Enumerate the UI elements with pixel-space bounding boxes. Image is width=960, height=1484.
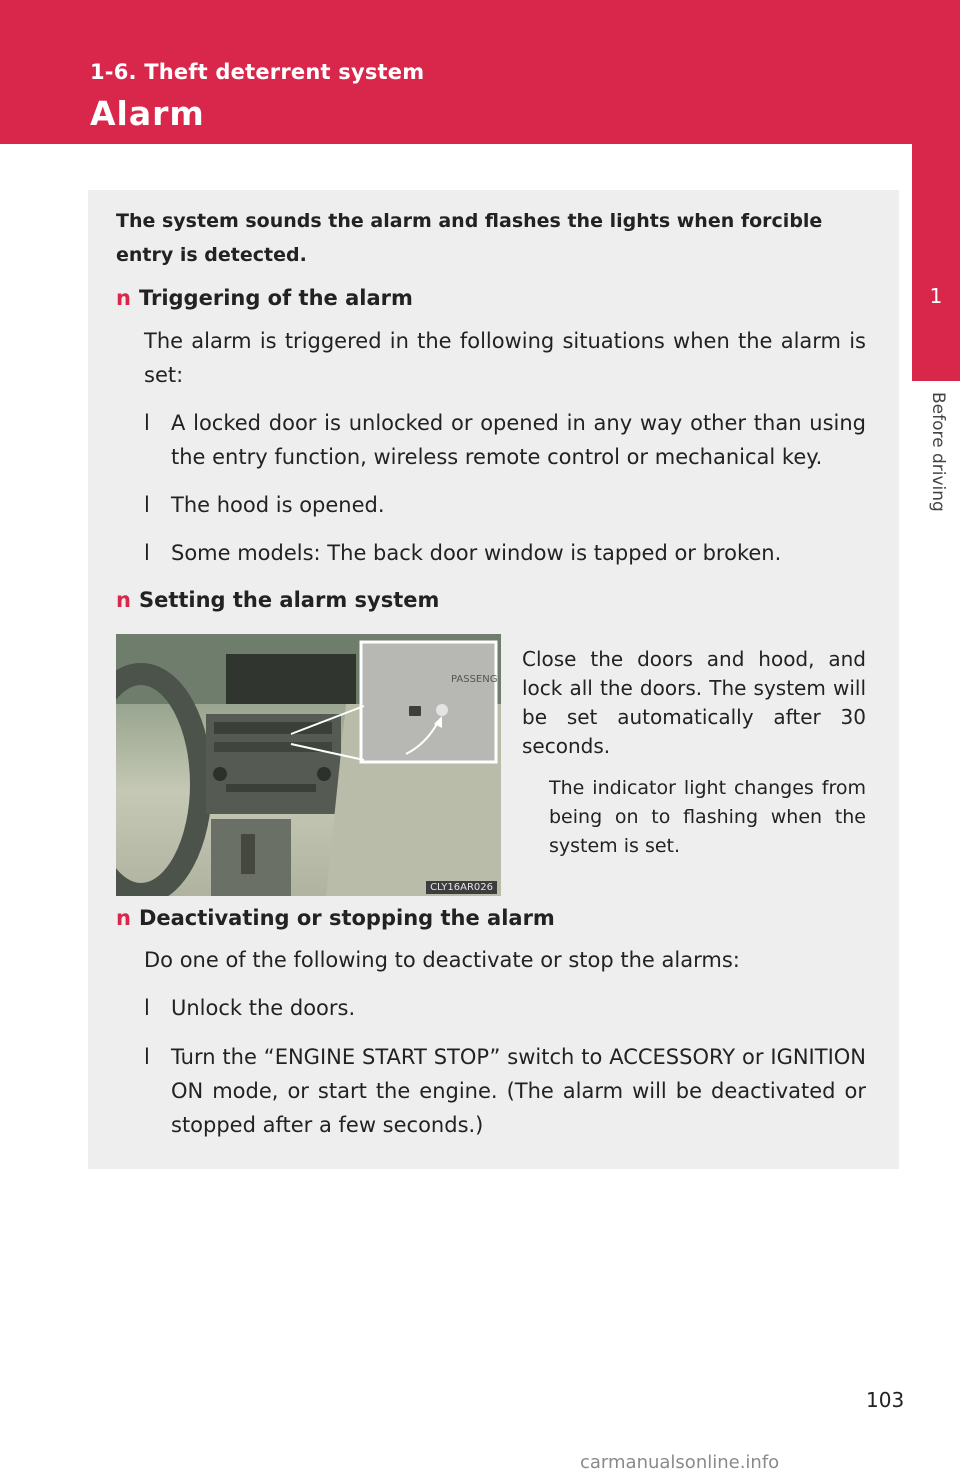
triggering-text: The alarm is triggered in the following situations when the alarm is set: [144,329,866,387]
page-number: 103 [866,1388,905,1412]
bullet-mark: l [144,996,150,1020]
section-heading-setting [116,588,439,612]
list-item [144,1040,866,1142]
section-heading-deactivating [116,906,555,930]
list-item-text: Some models: The back door window is tapped or broken. [171,541,782,565]
list-item [144,406,866,474]
list-item-text: A locked door is unlocked or opened in any way other than using the entry function, wireless remote control or mechanical key. [171,411,866,469]
bullet-mark: l [144,541,150,565]
section-mark: n [116,588,131,612]
setting-instruction: Close the doors and hood, and lock all the doors. The system will be set automatically after 30 seconds. [522,647,866,758]
chapter-number: 1 [929,284,943,308]
watermark: carmanualsonline.info [580,1452,780,1473]
section-heading-text: Triggering of the alarm [138,286,413,310]
dashboard-illustration [116,634,501,896]
section-mark: n [116,286,131,310]
bullet-mark: l [144,493,150,517]
deactivating-text: Do one of the following to deactivate or stop the alarms: [144,948,740,972]
bullet-mark: l [144,411,150,435]
list-item-text: The hood is opened. [171,493,385,517]
chapter-tab[interactable] [912,144,960,381]
page-title: Alarm [90,94,205,133]
bullet-mark: l [144,1045,150,1069]
section-heading-text: Setting the alarm system [138,588,440,612]
chapter-header [0,0,960,144]
list-item [144,488,866,522]
chapter-title: Before driving [928,392,948,512]
intro-text: The system sounds the alarm and flashes the lights when forcible entry is detected. [116,210,823,266]
section-heading-triggering [116,286,413,310]
callout-label: PASSENG [451,674,498,685]
section-label: 1-6. Theft deterrent system [90,60,425,84]
section-mark: n [116,906,131,930]
dashboard-figure [116,634,501,896]
list-item [144,991,866,1025]
section-heading-text: Deactivating or stopping the alarm [138,906,555,930]
list-item-text: Unlock the doors. [171,996,356,1020]
figure-id: CLY16AR026 [426,881,497,894]
list-item [144,536,866,570]
list-item-text: Turn the “ENGINE START STOP” switch to ACCESSORY or IGNITION ON mode, or start the engine. (The alarm will be deactivated or stopped after a few seconds.) [171,1045,866,1137]
setting-note: The indicator light changes from being on to flashing when the system is set. [549,777,866,857]
